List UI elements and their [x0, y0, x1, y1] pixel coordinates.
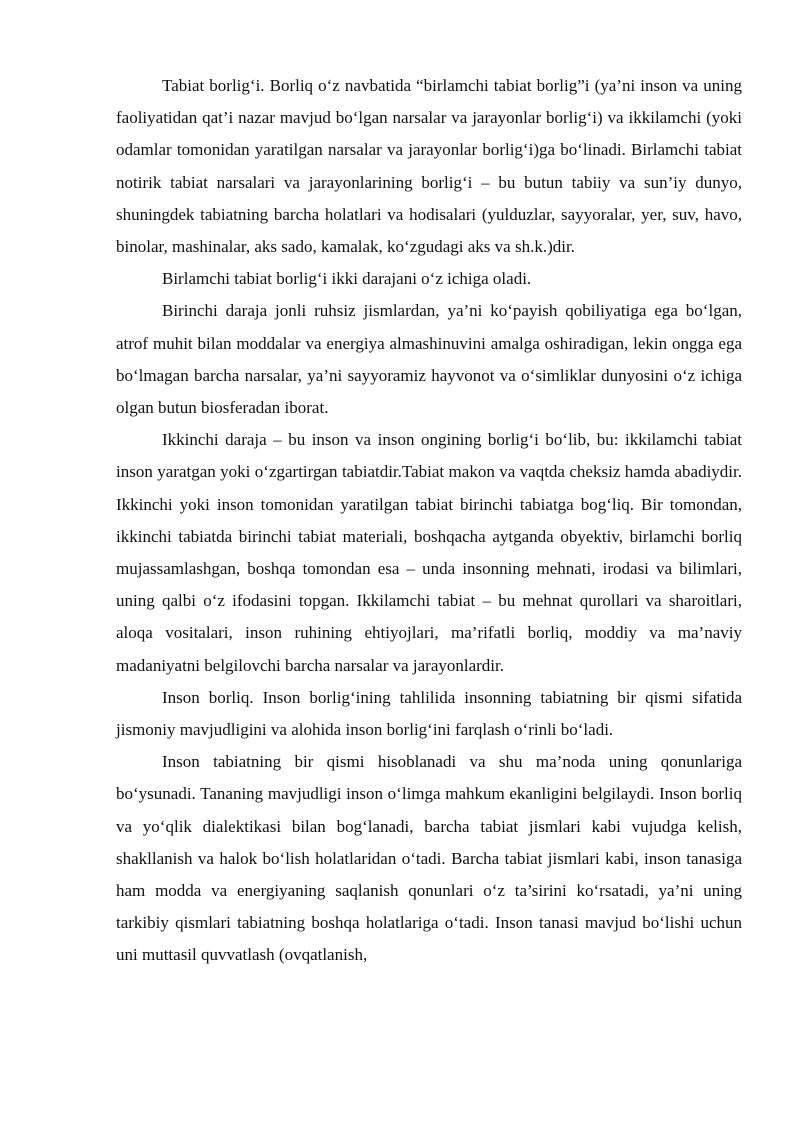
paragraph-inson-tabiat-qismi: Inson tabiatning bir qismi hisoblanadi va shu ma’noda uning qonunlariga bo‘ysunadi. Tananing mavjudligi inson o‘limga mahkum ekanligini belgilaydi. Inson borliq va yo‘qlik dialektikasi bilan bog‘lanadi, barcha tabiat jismlari kabi vujudga kelish, shakllanish va halok bo‘lish holatlaridan o‘tadi. Barcha tabiat jismlari kabi, inson tanasiga ham modda va energiyaning saqlanish qonunlari o‘z ta’sirini ko‘rsatadi, ya’ni uning tarkibiy qismlari tabiatning boshqa holatlariga o‘tadi. Inson tanasi mavjud bo‘lishi uchun uni muttasil quvvatlash (ovqatlanish,	[116, 752, 742, 965]
paragraph-inson-borliq: Inson borliq. Inson borlig‘ining tahlilida insonning tabiatning bir qismi sifatida jismoniy mavjudligini va alohida inson borlig‘ini farqlash o‘rinli bo‘ladi.	[116, 687, 742, 740]
document-page	[116, 70, 742, 972]
paragraph-birinchi-daraja: Birinchi daraja jonli ruhsiz jismlardan, ya’ni ko‘payish qobiliyatiga ega bo‘lgan, atrof muhit bilan moddalar va energiya almashinuvini amalga oshiradigan, lekin ongga ega bo‘lmagan barcha narsalar, ya’ni sayyoramiz hayvonot va o‘simliklar dunyosini o‘z ichiga olgan butun biosferadan iborat.	[116, 301, 742, 418]
paragraph-birlamchi-darajalar: Birlamchi tabiat borlig‘i ikki darajani o‘z ichiga oladi.	[162, 269, 532, 289]
paragraph-tabiat-borligi: Tabiat borlig‘i. Borliq o‘z navbatida “birlamchi tabiat borlig”i (ya’ni inson va uning faoliyatidan qat’i nazar mavjud bo‘lgan narsalar va jarayonlar borlig‘i) va ikkilamchi (yoki odamlar tomonidan yaratilgan narsalar va jarayonlar borlig‘i)ga bo‘linadi. Birlamchi tabiat notirik tabiat narsalari va jarayonlarining borlig‘i – bu butun tabiiy va sun’iy dunyo, shuningdek tabiatning barcha holatlari va hodisalari (yulduzlar, sayyoralar, yer, suv, havo, binolar, mashinalar, aks sado, kamalak, ko‘zgudagi aks va sh.k.)dir.	[116, 76, 742, 257]
paragraph-ikkinchi-daraja: Ikkinchi daraja – bu inson va inson ongining borlig‘i bo‘lib, bu: ikkilamchi tabiat inson yaratgan yoki o‘zgartirgan tabiatdir.Tabiat makon va vaqtda cheksiz hamda abadiydir. Ikkinchi yoki inson tomonidan yaratilgan tabiat birinchi tabiatga bog‘liq. Bir tomondan, ikkinchi tabiatda birinchi tabiat materiali, boshqacha aytganda obyektiv, birlamchi borliq mujassamlashgan, boshqa tomondan esa – unda insonning mehnati, irodasi va bilimlari, uning qalbi o‘z ifodasini topgan. Ikkilamchi tabiat – bu mehnat qurollari va sharoitlari, aloqa vositalari, inson ruhining ehtiyojlari, ma’rifatli borliq, moddiy va ma’naviy madaniyatni belgilovchi barcha narsalar va jarayonlardir.	[116, 430, 742, 675]
